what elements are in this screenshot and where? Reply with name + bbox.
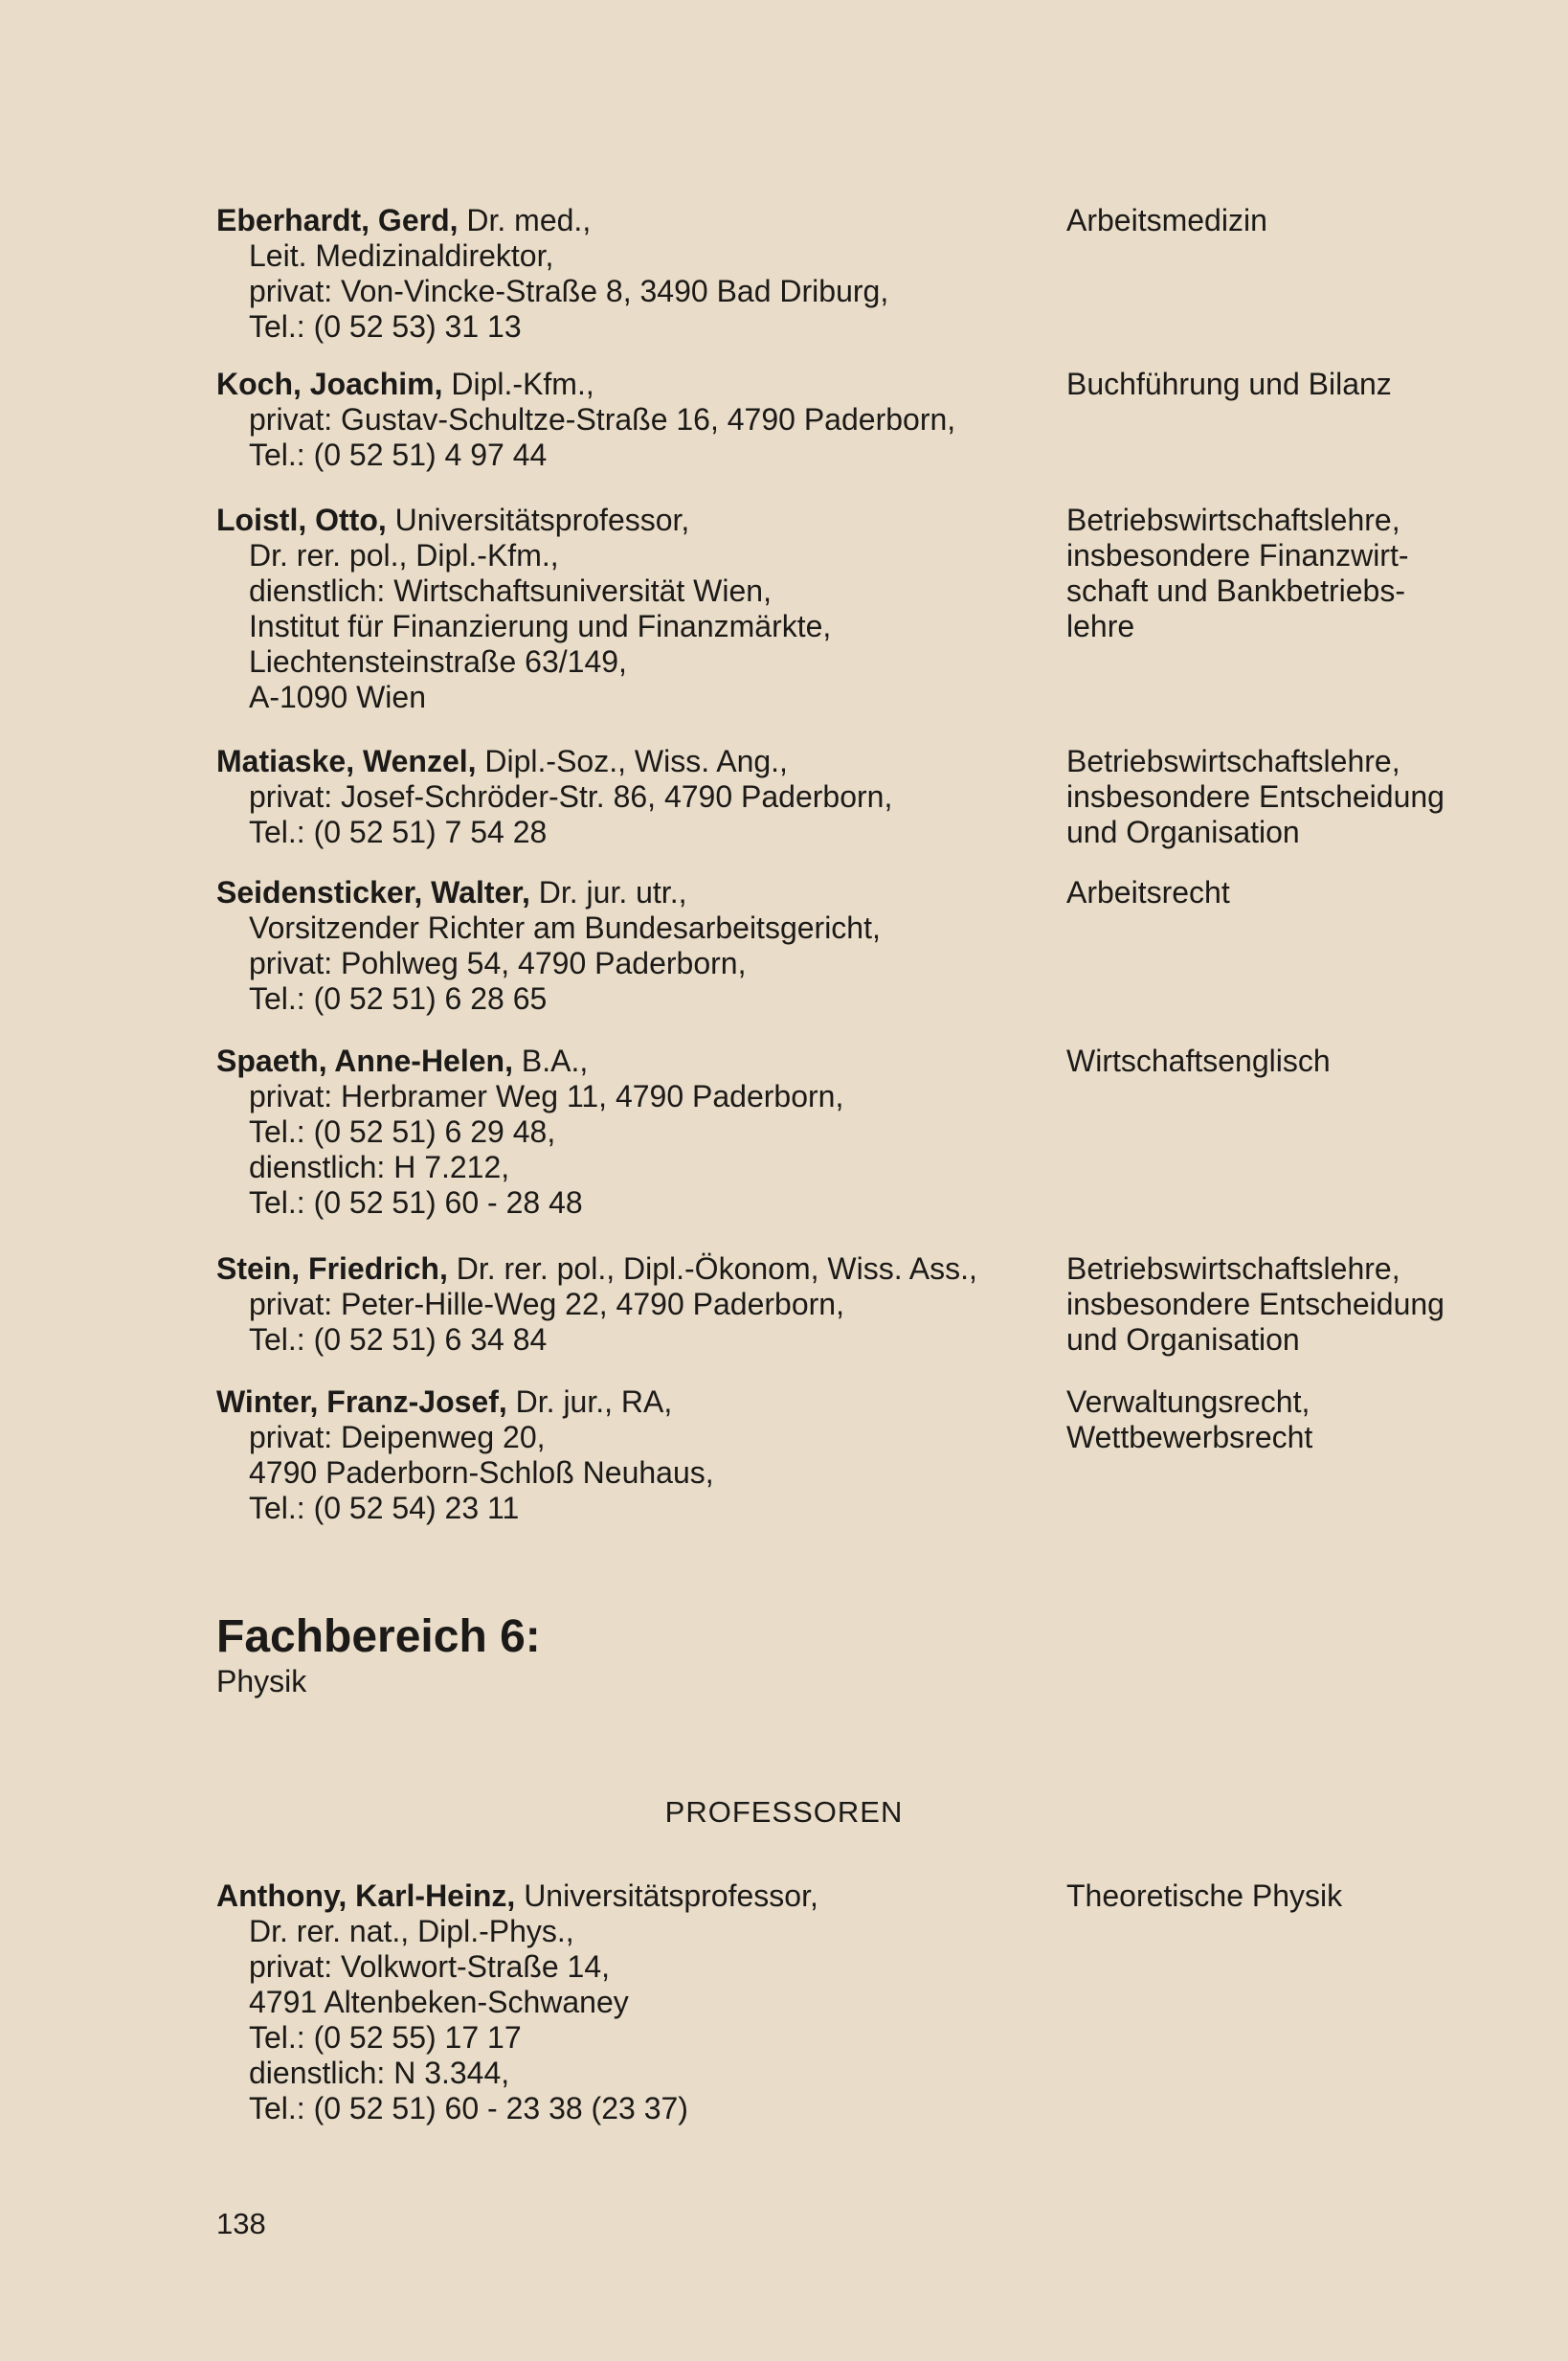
entry-name-line (216, 1384, 1040, 1420)
subject-column (1066, 744, 1535, 850)
entry-detail-line: 4791 Altenbeken-Schwaney (249, 1985, 629, 2019)
given-name: , Friedrich, (291, 1251, 448, 1286)
given-name: , Franz-Josef, (309, 1384, 507, 1419)
given-name: , Wenzel, (346, 744, 477, 778)
entry-name-line (216, 203, 1040, 238)
entry-detail-line: Tel.: (0 52 51) 6 28 65 (249, 981, 548, 1016)
subject-line: Theoretische Physik (1066, 1878, 1343, 1913)
subject-column (1066, 1384, 1535, 1455)
entry-detail-line: Tel.: (0 52 51) 6 34 84 (249, 1322, 548, 1357)
surname: Anthony (216, 1878, 339, 1913)
entry-detail-line: Tel.: (0 52 51) 4 97 44 (249, 438, 548, 472)
surname: Winter (216, 1384, 310, 1419)
entry-name-line (216, 367, 1040, 402)
entry-name-line (216, 503, 1040, 538)
title-text: Dr. rer. pol., Dipl.-Ökonom, Wiss. Ass., (447, 1251, 977, 1286)
given-name: , Walter, (414, 875, 530, 910)
subject-column (1066, 367, 1535, 402)
entry-detail-line: Institut für Finanzierung und Finanzmärkte, (249, 609, 832, 643)
given-name: , Otto, (298, 503, 387, 537)
entry-detail-line: privat: Pohlweg 54, 4790 Paderborn, (249, 946, 747, 980)
subject-line: Arbeitsrecht (1066, 875, 1230, 910)
entry-detail-line: Tel.: (0 52 51) 6 29 48, (249, 1114, 556, 1149)
given-name: , Anne-Helen, (318, 1044, 513, 1078)
subject-line: Betriebswirtschaftslehre, (1066, 744, 1400, 778)
given-name: , Karl-Heinz, (338, 1878, 516, 1913)
surname: Eberhardt (216, 203, 362, 237)
subject-line: insbesondere Entscheidung (1066, 1287, 1445, 1321)
entry-name-line (216, 1251, 1040, 1287)
entry-detail-line: Leit. Medizinaldirektor, (249, 238, 554, 273)
entry-detail-line: privat: Deipenweg 20, (249, 1420, 546, 1454)
subject-line: lehre (1066, 609, 1135, 643)
subject-line: Arbeitsmedizin (1066, 203, 1267, 237)
entry-detail-line: privat: Herbramer Weg 11, 4790 Paderborn, (249, 1079, 844, 1113)
title-text: Universitätsprofessor, (386, 503, 690, 537)
entry-name-line (216, 744, 1040, 779)
entry-detail-line: Tel.: (0 52 51) 7 54 28 (249, 815, 548, 849)
title-text: Dr. jur. utr., (529, 875, 687, 910)
given-name: , Gerd, (361, 203, 459, 237)
entry-detail-line: Dr. rer. pol., Dipl.-Kfm., (249, 538, 559, 573)
entry-detail-line: Tel.: (0 52 51) 60 - 28 48 (249, 1185, 583, 1220)
entry-detail-line: privat: Von-Vincke-Straße 8, 3490 Bad Driburg, (249, 274, 889, 308)
title-text: Dipl.-Kfm., (442, 367, 594, 401)
surname: Loistl (216, 503, 299, 537)
surname: Seidensticker (216, 875, 414, 910)
surname: Stein (216, 1251, 292, 1286)
entry-detail-line: A-1090 Wien (249, 680, 426, 714)
entry-detail-line: Vorsitzender Richter am Bundesarbeitsgericht, (249, 911, 881, 945)
entry-detail-line: Tel.: (0 52 54) 23 11 (249, 1491, 520, 1525)
title-text: B.A., (512, 1044, 589, 1078)
title-text: Dr. jur., RA, (506, 1384, 673, 1419)
title-text: Universitätsprofessor, (515, 1878, 818, 1913)
entry-name-line (216, 1878, 1040, 1914)
surname: Matiaske (216, 744, 347, 778)
entry-detail-line: privat: Gustav-Schultze-Straße 16, 4790 Paderborn, (249, 402, 956, 437)
subject-line: insbesondere Finanzwirt- (1066, 538, 1409, 573)
entry-detail-line: Tel.: (0 52 51) 60 - 23 38 (23 37) (249, 2091, 688, 2125)
entry-detail-line: 4790 Paderborn-Schloß Neuhaus, (249, 1455, 714, 1490)
subject-line: Buchführung und Bilanz (1066, 367, 1392, 401)
entry-detail-line: Tel.: (0 52 55) 17 17 (249, 2020, 522, 2055)
section-title: Fachbereich 6: (216, 1611, 541, 1662)
entry-detail-line: Liechtensteinstraße 63/149, (249, 644, 627, 679)
subject-line: Betriebswirtschaftslehre, (1066, 503, 1400, 537)
page-number: 138 (216, 2207, 266, 2240)
subject-line: Betriebswirtschaftslehre, (1066, 1251, 1400, 1286)
subject-line: insbesondere Entscheidung (1066, 779, 1445, 814)
given-name: , Joachim, (293, 367, 443, 401)
subject-column (1066, 1878, 1535, 1914)
entry-name-line (216, 875, 1040, 911)
entry-detail-line: privat: Volkwort-Straße 14, (249, 1949, 611, 1984)
entry-detail-line: dienstlich: Wirtschaftsuniversität Wien, (249, 573, 772, 608)
subject-line: schaft und Bankbetriebs- (1066, 573, 1405, 608)
subject-line: Wettbewerbsrecht (1066, 1420, 1313, 1454)
entry-detail-line: dienstlich: N 3.344, (249, 2056, 510, 2090)
subject-column (1066, 875, 1535, 911)
subject-column (1066, 503, 1535, 644)
entry-detail-line: Tel.: (0 52 53) 31 13 (249, 309, 522, 344)
entry-detail-line: dienstlich: H 7.212, (249, 1150, 510, 1184)
entry-detail-line: privat: Josef-Schröder-Str. 86, 4790 Paderborn, (249, 779, 893, 814)
title-text: Dipl.-Soz., Wiss. Ang., (476, 744, 788, 778)
subject-line: und Organisation (1066, 1322, 1300, 1357)
title-text: Dr. med., (458, 203, 592, 237)
subject-line: Wirtschaftsenglisch (1066, 1044, 1331, 1078)
subject-line: und Organisation (1066, 815, 1300, 849)
entry-name-line (216, 1044, 1040, 1079)
subject-column (1066, 1251, 1535, 1358)
section-subtitle: Physik (216, 1664, 307, 1698)
subject-line: Verwaltungsrecht, (1066, 1384, 1310, 1419)
subject-column (1066, 203, 1535, 238)
subject-column (1066, 1044, 1535, 1079)
surname: Spaeth (216, 1044, 319, 1078)
group-heading: PROFESSOREN (664, 1795, 904, 1829)
surname: Koch (216, 367, 293, 401)
entry-detail-line: privat: Peter-Hille-Weg 22, 4790 Paderborn, (249, 1287, 844, 1321)
entry-detail-line: Dr. rer. nat., Dipl.-Phys., (249, 1914, 574, 1948)
